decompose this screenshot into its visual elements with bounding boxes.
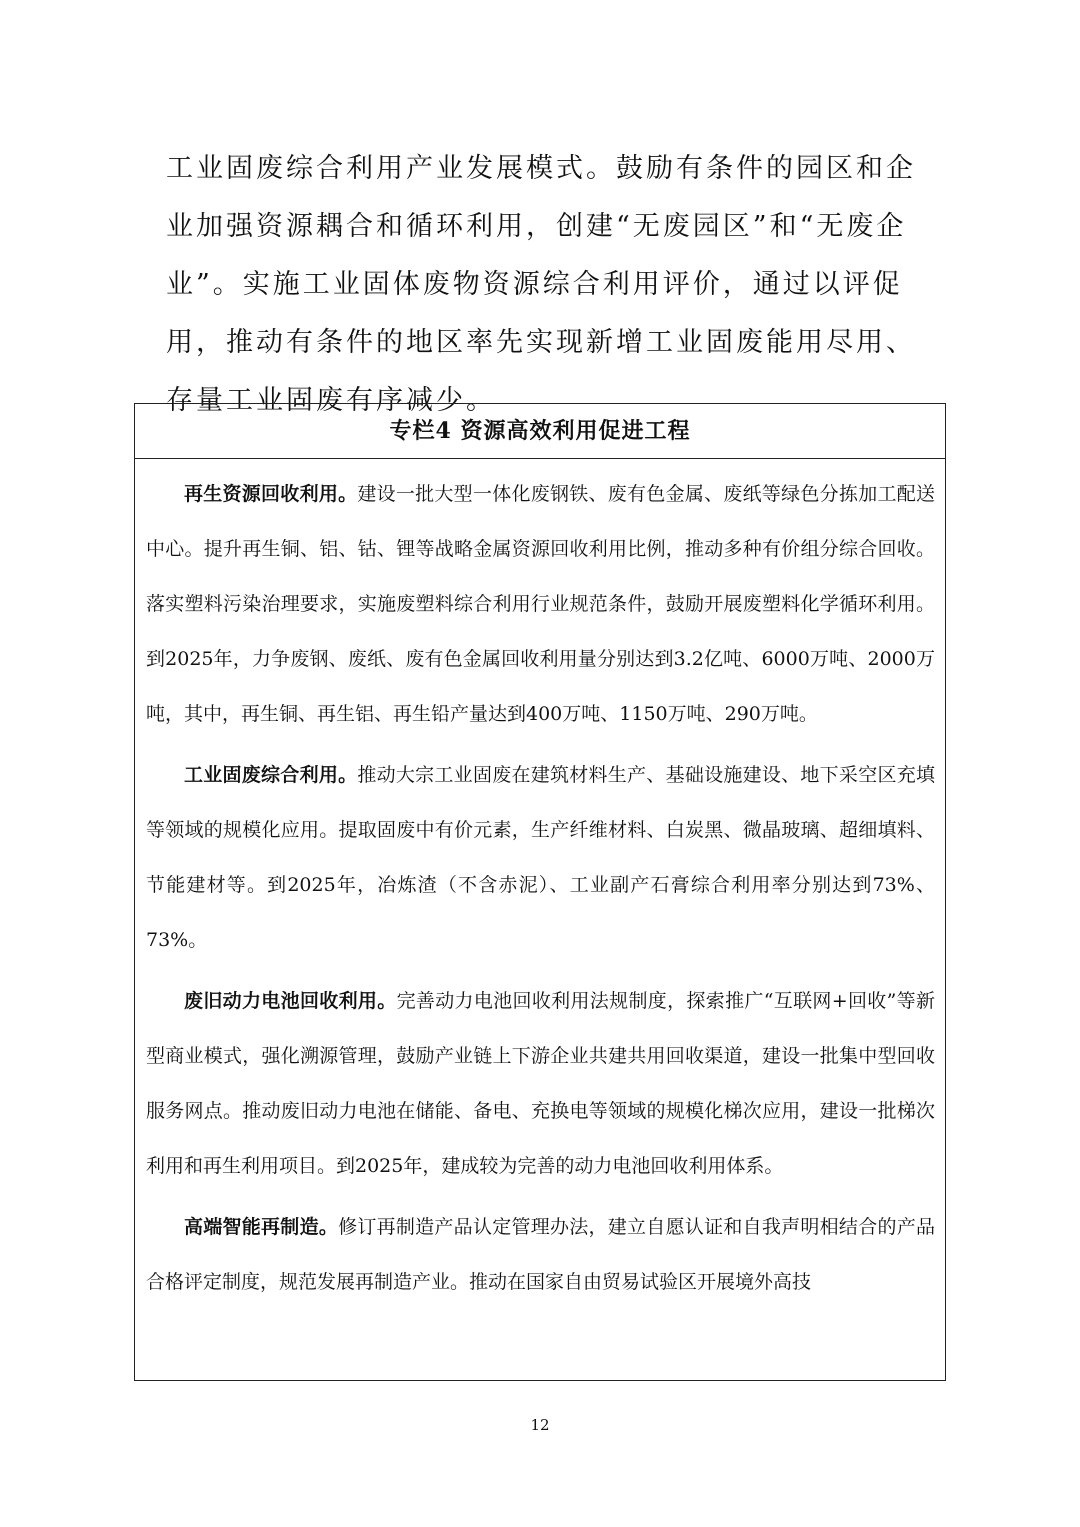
page-number: 12: [530, 1416, 550, 1434]
paragraph-text: 完善动力电池回收利用法规制度，探索推广“互联网+回收”等新型商业模式，强化溯源管理，鼓励产业链上下游企业共建共用回收渠道，建设一批集中型回收服务网点。推动废旧动力电池在储能、备电、充换电等领域的规模化梯次应用，建设一批梯次利用和再生利用项目。到2025年，建成较为完善的动力电池回收利用体系。: [146, 990, 935, 1177]
paragraph-solid-waste: [146, 748, 935, 968]
paragraph-recycling: [146, 467, 935, 742]
column-body: [135, 459, 945, 1310]
paragraph-lead: 高端智能再制造。: [184, 1216, 339, 1238]
column-box: [134, 403, 946, 1381]
paragraph-text: 建设一批大型一体化废钢铁、废有色金属、废纸等绿色分拣加工配送中心。提升再生铜、铝、钴、锂等战略金属资源回收利用比例，推动多种有价组分综合回收。落实塑料污染治理要求，实施废塑料综合利用行业规范条件，鼓励开展废塑料化学循环利用。到2025年，力争废钢、废纸、废有色金属回收利用量分别达到3.2亿吨、6000万吨、2000万吨，其中，再生铜、再生铝、再生铅产量达到400万吨、1150万吨、290万吨。: [146, 483, 935, 725]
paragraph-battery: [146, 974, 935, 1194]
paragraph-lead: 工业固废综合利用。: [184, 764, 358, 786]
column-title: 专栏4 资源高效利用促进工程: [135, 404, 945, 459]
paragraph-remanufacturing: [146, 1200, 935, 1310]
paragraph-lead: 再生资源回收利用。: [184, 483, 358, 505]
paragraph-lead: 废旧动力电池回收利用。: [184, 990, 397, 1012]
intro-paragraph: 工业固废综合利用产业发展模式。鼓励有条件的园区和企业加强资源耦合和循环利用，创建“无废园区”和“无废企业”。实施工业固体废物资源综合利用评价，通过以评促用，推动有条件的地区率先实现新增工业固废能用尽用、存量工业固废有序减少。: [166, 153, 916, 416]
paragraph-text: 修订再制造产品认定管理办法，建立自愿认证和自我声明相结合的产品合格评定制度，规范发展再制造产业。推动在国家自由贸易试验区开展境外高技: [146, 1216, 935, 1293]
paragraph-text: 推动大宗工业固废在建筑材料生产、基础设施建设、地下采空区充填等领域的规模化应用。提取固废中有价元素，生产纤维材料、白炭黑、微晶玻璃、超细填料、节能建材等。到2025年，冶炼渣（不含赤泥）、工业副产石膏综合利用率分别达到73%、73%。: [146, 764, 935, 951]
